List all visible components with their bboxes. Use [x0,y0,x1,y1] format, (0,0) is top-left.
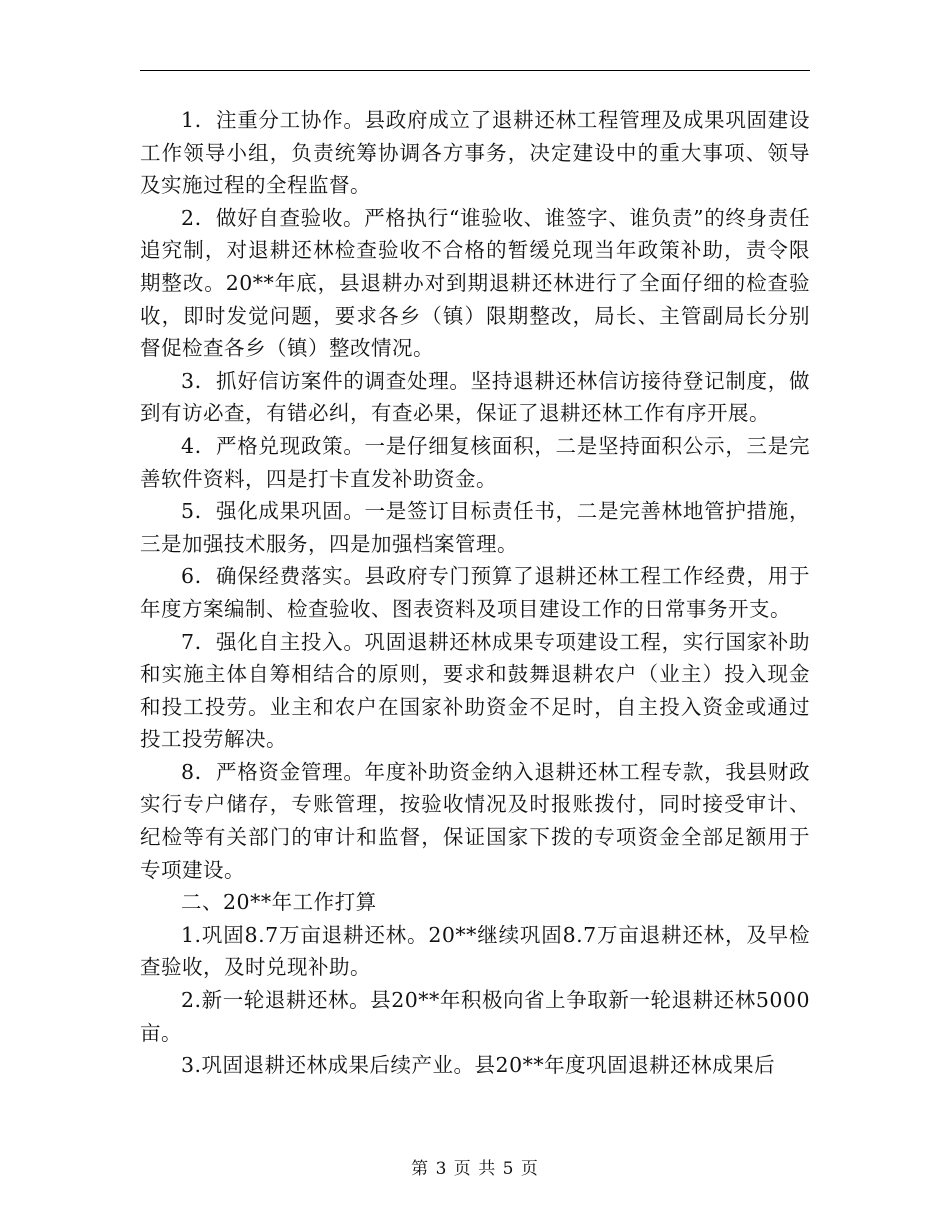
paragraph-3: 3．抓好信访案件的调查处理。坚持退耕还林信访接待登记制度，做到有访必查，有错必纠，有查必果，保证了退耕还林工作有序开展。 [140,368,810,426]
document-body [140,104,810,1082]
paragraph-1: 1．注重分工协作。县政府成立了退耕还林工程管理及成果巩固建设工作领导小组，负责统筹协调各方事务，决定建设中的重大事项、领导及实施过程的全程监督。 [140,108,810,198]
paragraph-6: 6．确保经费落实。县政府专门预算了退耕还林工程工作经费，用于年度方案编制、检查验收、图表资料及项目建设工作的日常事务开支。 [140,564,810,621]
paragraph-5: 5．强化成果巩固。一是签订目标责任书，二是完善林地管护措施，三是加强技术服务，四是加强档案管理。 [140,499,810,556]
section-heading: 二、20**年工作打算 [181,890,377,915]
plan-item-2: 2.新一轮退耕还林。县20**年积极向省上争取新一轮退耕还林5000亩。 [140,988,810,1045]
paragraph-8: 8．严格资金管理。年度补助资金纳入退耕还林工程专款，我县财政实行专户储存，专账管理，按验收情况及时报账拨付，同时接受审计、纪检等有关部门的审计和监督，保证国家下拨的专项资金全部足额用于专项建设。 [140,759,810,882]
plan-item-1: 1.巩固8.7万亩退耕还林。20**继续巩固8.7万亩退耕还林，及早检查验收，及时兑现补助。 [140,922,810,980]
header-rule [140,70,810,71]
paragraph-4: 4．严格兑现政策。一是仔细复核面积，二是坚持面积公示，三是完善软件资料，四是打卡直发补助资金。 [140,433,810,491]
plan-item-3: 3.巩固退耕还林成果后续产业。县20**年度巩固退耕还林成果后 [181,1053,776,1078]
paragraph-7: 7．强化自主投入。巩固退耕还林成果专项建设工程，实行国家补助和实施主体自筹相结合的原则，要求和鼓舞退耕农户（业主）投入现金和投工投劳。业主和农户在国家补助资金不足时，自主投入资金或通过投工投劳解决。 [140,629,810,752]
paragraph-2: 2．做好自查验收。严格执行“谁验收、谁签字、谁负责”的终身责任追究制，对退耕还林检查验收不合格的暂缓兑现当年政策补助，责令限期整改。20**年底，县退耕办对到期退耕还林进行了全面仔细的检查验收，即时发觉问题，要求各乡（镇）限期整改，局长、主管副局长分别督促检查各乡（镇）整改情况。 [140,205,810,361]
page-footer: 第 3 页 共 5 页 [411,1159,539,1179]
